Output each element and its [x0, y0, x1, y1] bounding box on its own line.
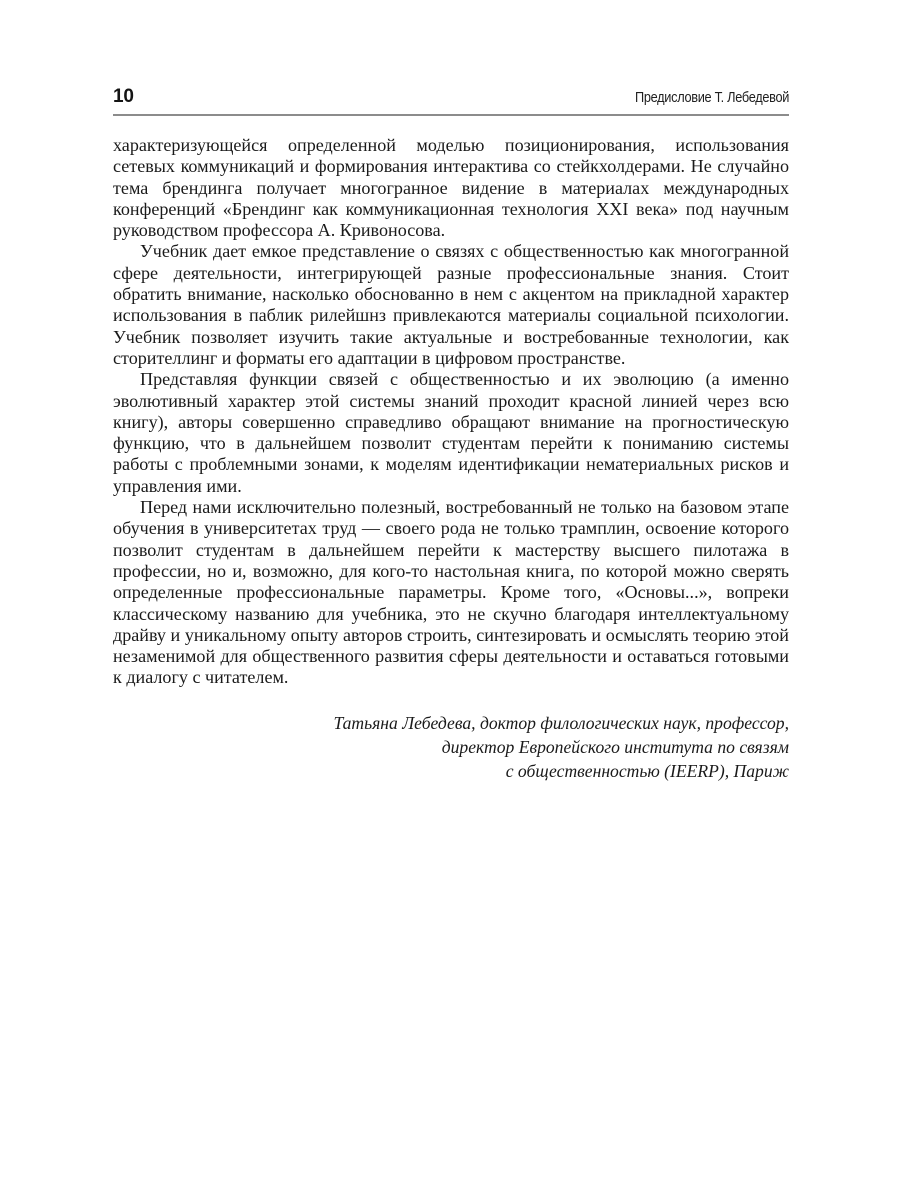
paragraph: Учебник дает емкое представление о связях с общественностью как многогранной сфере деятельности, интегрирующей разные профессиональные знания. Стоит обратить внимание, насколько обоснованно в нем с акцентом на прикладной характер использования в паблик рилейшнз привлекаются материалы социальной психологии. Учебник позволяет изучить такие актуальные и востребованные технологии, как сторителлинг и форматы его адаптации в цифровом пространстве. [113, 241, 789, 368]
signature-block [113, 711, 789, 783]
header-divider [113, 114, 789, 116]
signature-line: с общественностью (IEERP), Париж [505, 760, 789, 781]
paragraph: Перед нами исключительно полезный, востребованный не только на базовом этапе обучения в университетах труд — своего рода не только трамплин, освоение которого позволит студентам в дальнейшем перейти к мастерству высшего пилотажа в профессии, но и, возможно, для кого-то настольная книга, по которой можно сверять определенные профессиональные параметры. Кроме того, «Основы...», вопреки классическому названию для учебника, это не скучно благодаря интеллектуальному драйву и уникальному опыту авторов строить, синтезировать и осмыслять теорию этой незаменимой для общественного развития сферы деятельности и оставаться готовыми к диалогу с читателем. [113, 497, 789, 688]
signature-line: директор Европейского института по связям [441, 736, 789, 757]
paragraph: Представляя функции связей с общественностью и их эволюцию (а именно эволютивный характер этой системы знаний проходит красной линией через всю книгу), авторы совершенно справедливо обращают внимание на прогностическую функцию, что в дальнейшем позволит студентам перейти к пониманию системы работы с проблемными зонами, к моделям идентификации нематериальных рисков и управления ими. [113, 369, 789, 496]
running-head [113, 66, 789, 108]
body-text [113, 135, 789, 689]
running-head-title: Предисловие Т. Лебедевой [634, 89, 789, 106]
text-column [113, 0, 789, 783]
signature-line: Татьяна Лебедева, доктор филологических наук, профессор, [333, 712, 789, 733]
paragraph: характеризующейся определенной моделью позиционирования, использования сетевых коммуникаций и формирования интерактива со стейкхолдерами. Не случайно тема брендинга получает многогранное видение в материалах международных конференций «Брендинг как коммуникационная технология XXI века» под научным руководством профессора А. Кривоносова. [113, 135, 789, 241]
page-number: 10 [113, 86, 134, 107]
